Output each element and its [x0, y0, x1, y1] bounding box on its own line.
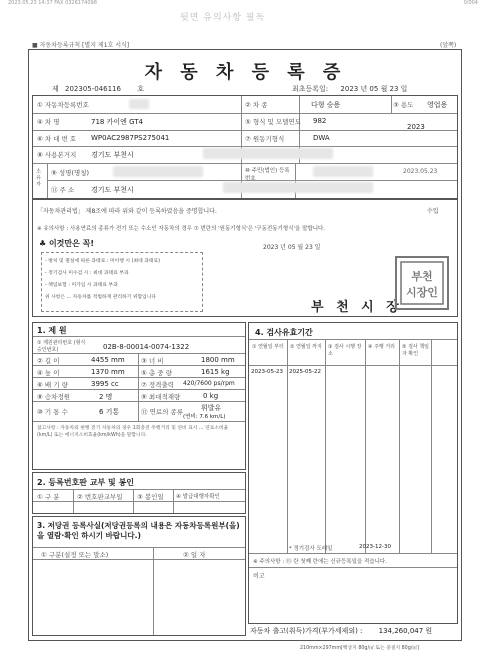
inspection-title: 4. 검사유효기간 [255, 328, 313, 337]
seats-label: ⑧ 승차정원 [37, 393, 71, 401]
mortgage-title: 3. 저당권 등록사실(저당권등록의 내용은 자동차등록원부(을)을 열람·확인 하시기 바랍니다.) [37, 521, 240, 540]
insp-col-to: ② 연월일 까지 [290, 344, 322, 350]
vin-label: ⑥ 차 대 번 호 [37, 135, 77, 143]
specs-title: 1. 제 원 [37, 326, 67, 335]
insp-valid-date: 2023-12-30 [359, 544, 391, 550]
mortgage-col-type: ① 구분(설정 또는 말소) [41, 551, 109, 559]
power-value: 420/7600 ps/rpm [183, 380, 235, 387]
inspection-panel [248, 322, 458, 624]
redacted-car-number [129, 99, 149, 109]
id-label: ⑩ 주민(법인) 등록번호 [245, 168, 290, 182]
main-info-table [32, 95, 458, 199]
first-registration [292, 84, 407, 94]
displacement-label: ⑥ 배 기 량 [37, 381, 68, 389]
location-label: ⑧ 사용본거지 [37, 151, 77, 159]
width-label: ③ 너 비 [141, 357, 164, 365]
issuer-name: 부 천 시 장 [311, 300, 403, 315]
first-reg-label: 최초등록일: [292, 85, 329, 93]
car-name-label: ④ 차 명 [37, 118, 60, 126]
paper-note: 210mm×297mm[백상지 80g/㎡ 또는 중질지 80g/㎡] [300, 646, 420, 651]
specs-panel [32, 322, 246, 470]
fuel-notice: ※ 유의사항 : 사용연료의 종류가 전기 또는 수소인 자동차의 경우 ⑦ 번란의 '원동기형식'은 '구동전동기형식'을 말합니다. [37, 226, 326, 232]
scan-header-page: 0/004 [463, 0, 478, 6]
price-line [250, 626, 432, 636]
usage-value: 영업용 [427, 101, 448, 109]
official-seal [395, 256, 449, 310]
spec-no-label: ① 제원관리번호 (형식승인번호) [37, 340, 86, 353]
insp-col-from: ① 연월일 부터 [252, 344, 284, 350]
fuel-label: ⑪ 연료의 종류 [141, 408, 184, 416]
insp-row-from: 2023-05-23 [251, 369, 283, 375]
usage-label: ③ 용도 [393, 101, 414, 109]
insp-col-mileage: ④ 주행 거리 [368, 344, 395, 350]
model-year-value: 982 [313, 117, 327, 125]
reg-no-suffix: 호 [137, 85, 144, 93]
spec-no-value: 02B-8-00014-0074-1322 [103, 343, 190, 351]
seal-icon [399, 260, 445, 306]
addr-label: ⑪ 주 소 [51, 186, 75, 194]
mortgage-col-date: ② 일 자 [183, 551, 206, 559]
plate-col-issue-date: ② 번호판교부일 [77, 493, 123, 501]
form-side: (앞쪽) [440, 42, 457, 49]
car-type-label: ② 차 종 [245, 101, 268, 109]
car-type-value: 다형 승용 [311, 101, 341, 109]
plate-title: 2. 등록번호판 교부 및 봉인 [37, 478, 135, 487]
location-value: 경기도 부천시 [91, 151, 134, 159]
plate-col-type: ① 구 분 [37, 493, 60, 501]
issue-date: 2023 년 05 월 23 일 [263, 244, 321, 251]
first-reg-date: 2023 년 05 월 23 일 [340, 85, 408, 93]
model-year-label: ⑤ 형식 및 모델연도 [245, 118, 301, 126]
width-value: 1800 mm [201, 356, 235, 364]
attention-item: - 방치 및 멸실에 따른 과태료 : 미이행 시 (최대 과태료) [45, 259, 161, 264]
displacement-value: 3995 cc [91, 380, 119, 388]
attention-item: 위 사항은 ... 자동차를 적법하게 관리하기 위함입니다 [45, 295, 157, 300]
specs-fine-print: 참고사항 : 자동차의 현행 전기 자동차의 경우 1회충전 주행거리 및 연비 표시 ... 연료소비율(km/L) 또는 에너지소비효율(km/kWh)을 말합니다. [37, 426, 229, 438]
length-value: 4455 mm [91, 356, 125, 364]
car-name-value: 718 카이엔 GT4 [91, 118, 144, 126]
height-label: ④ 높 이 [37, 369, 60, 377]
max-load-label: ⑨ 최대적재량 [141, 393, 181, 401]
length-label: ② 길 이 [37, 357, 60, 365]
gross-weight-value: 1615 kg [201, 368, 230, 376]
scan-header-text: 2023.05.23 14:37 FAX 0326174098 [8, 0, 97, 6]
power-label: ⑦ 정격출력 [141, 381, 175, 389]
insp-row-to: 2025-05-22 [289, 369, 321, 375]
svg-text:부천: 부천 [411, 270, 433, 283]
engine-value: DWA [313, 134, 330, 142]
insp-col-inspector: ⑤ 검사 책임자 확인 [402, 344, 429, 357]
attention-item: - 정기검사 미수검 시 : 최대 과태료 부과 [45, 271, 129, 276]
insp-col-place: ③ 검사 시행 장소 [328, 344, 362, 357]
price-label: 자동차 출고(취득)가격(부가세제외) : [250, 627, 363, 635]
fee-label: 수입 [427, 208, 439, 215]
redacted-address [223, 182, 373, 193]
certify-text: 「자동차관리법」 제8조에 따라 위와 같이 등록하였음을 증명합니다. [37, 208, 217, 215]
attention-list [41, 252, 203, 312]
attention-item: - 책임보험 : 미가입 시 과태료 부과 [45, 283, 118, 288]
model-year-value2: 2023 [407, 123, 425, 131]
plate-section [32, 472, 246, 514]
back-notice: 뒷면 유의사항 필독 [180, 13, 266, 23]
cylinders-value: 6 기통 [99, 408, 120, 416]
redacted-name [113, 166, 203, 177]
scan-header [8, 0, 478, 6]
date-stamp: 2023.05.23 [403, 168, 438, 175]
owner-label: 소 유 자 [35, 168, 41, 187]
law-reference: ■ 자동차등록규칙 [별지 제1호 서식] [32, 42, 130, 49]
price-value: 134,260,047 원 [378, 627, 433, 635]
plate-col-seal-date: ③ 봉인일 [137, 493, 164, 501]
svg-text:시장인: 시장인 [406, 286, 438, 299]
reg-no-value: 202305-046116 [65, 85, 121, 93]
name-label: ⑨ 성명(명칭) [51, 169, 90, 177]
vin-value: WP0AC2987PS275041 [91, 134, 170, 142]
redacted-id [313, 166, 373, 177]
certification-box [32, 199, 458, 317]
insp-valid-label: * 정기검사 도래일 [289, 546, 333, 552]
document-title: 자 동 차 등 록 증 [144, 62, 347, 83]
plate-col-agent: ④ 발급대행자확인 [176, 494, 220, 500]
gross-weight-label: ⑤ 총 중 량 [141, 369, 172, 377]
mortgage-section [32, 516, 246, 636]
engine-label: ⑦ 원동기형식 [245, 135, 285, 143]
max-load-value: 0 kg [203, 392, 219, 400]
cylinders-label: ⑩ 기 통 수 [37, 408, 68, 416]
height-value: 1370 mm [91, 368, 125, 376]
addr-value: 경기도 부천시 [91, 186, 134, 194]
reg-no-prefix: 제 [52, 85, 59, 93]
redacted-location [203, 148, 333, 159]
efficiency-value: (연비: 7.6 km/L) [183, 414, 226, 420]
car-number-label: ① 자동차등록번호 [37, 101, 89, 109]
seats-value: 2 명 [99, 393, 113, 401]
fuel-value: 휘발유 [201, 404, 222, 412]
insp-remark-label: 비고 [253, 573, 265, 580]
registration-number [52, 84, 144, 94]
attention-title: ♣ 이것만은 꼭! [39, 239, 95, 248]
insp-notice: ※ 주의사항 : ⑮ 란 첫째 란에는 신규등록일을 적습니다. [253, 559, 387, 565]
